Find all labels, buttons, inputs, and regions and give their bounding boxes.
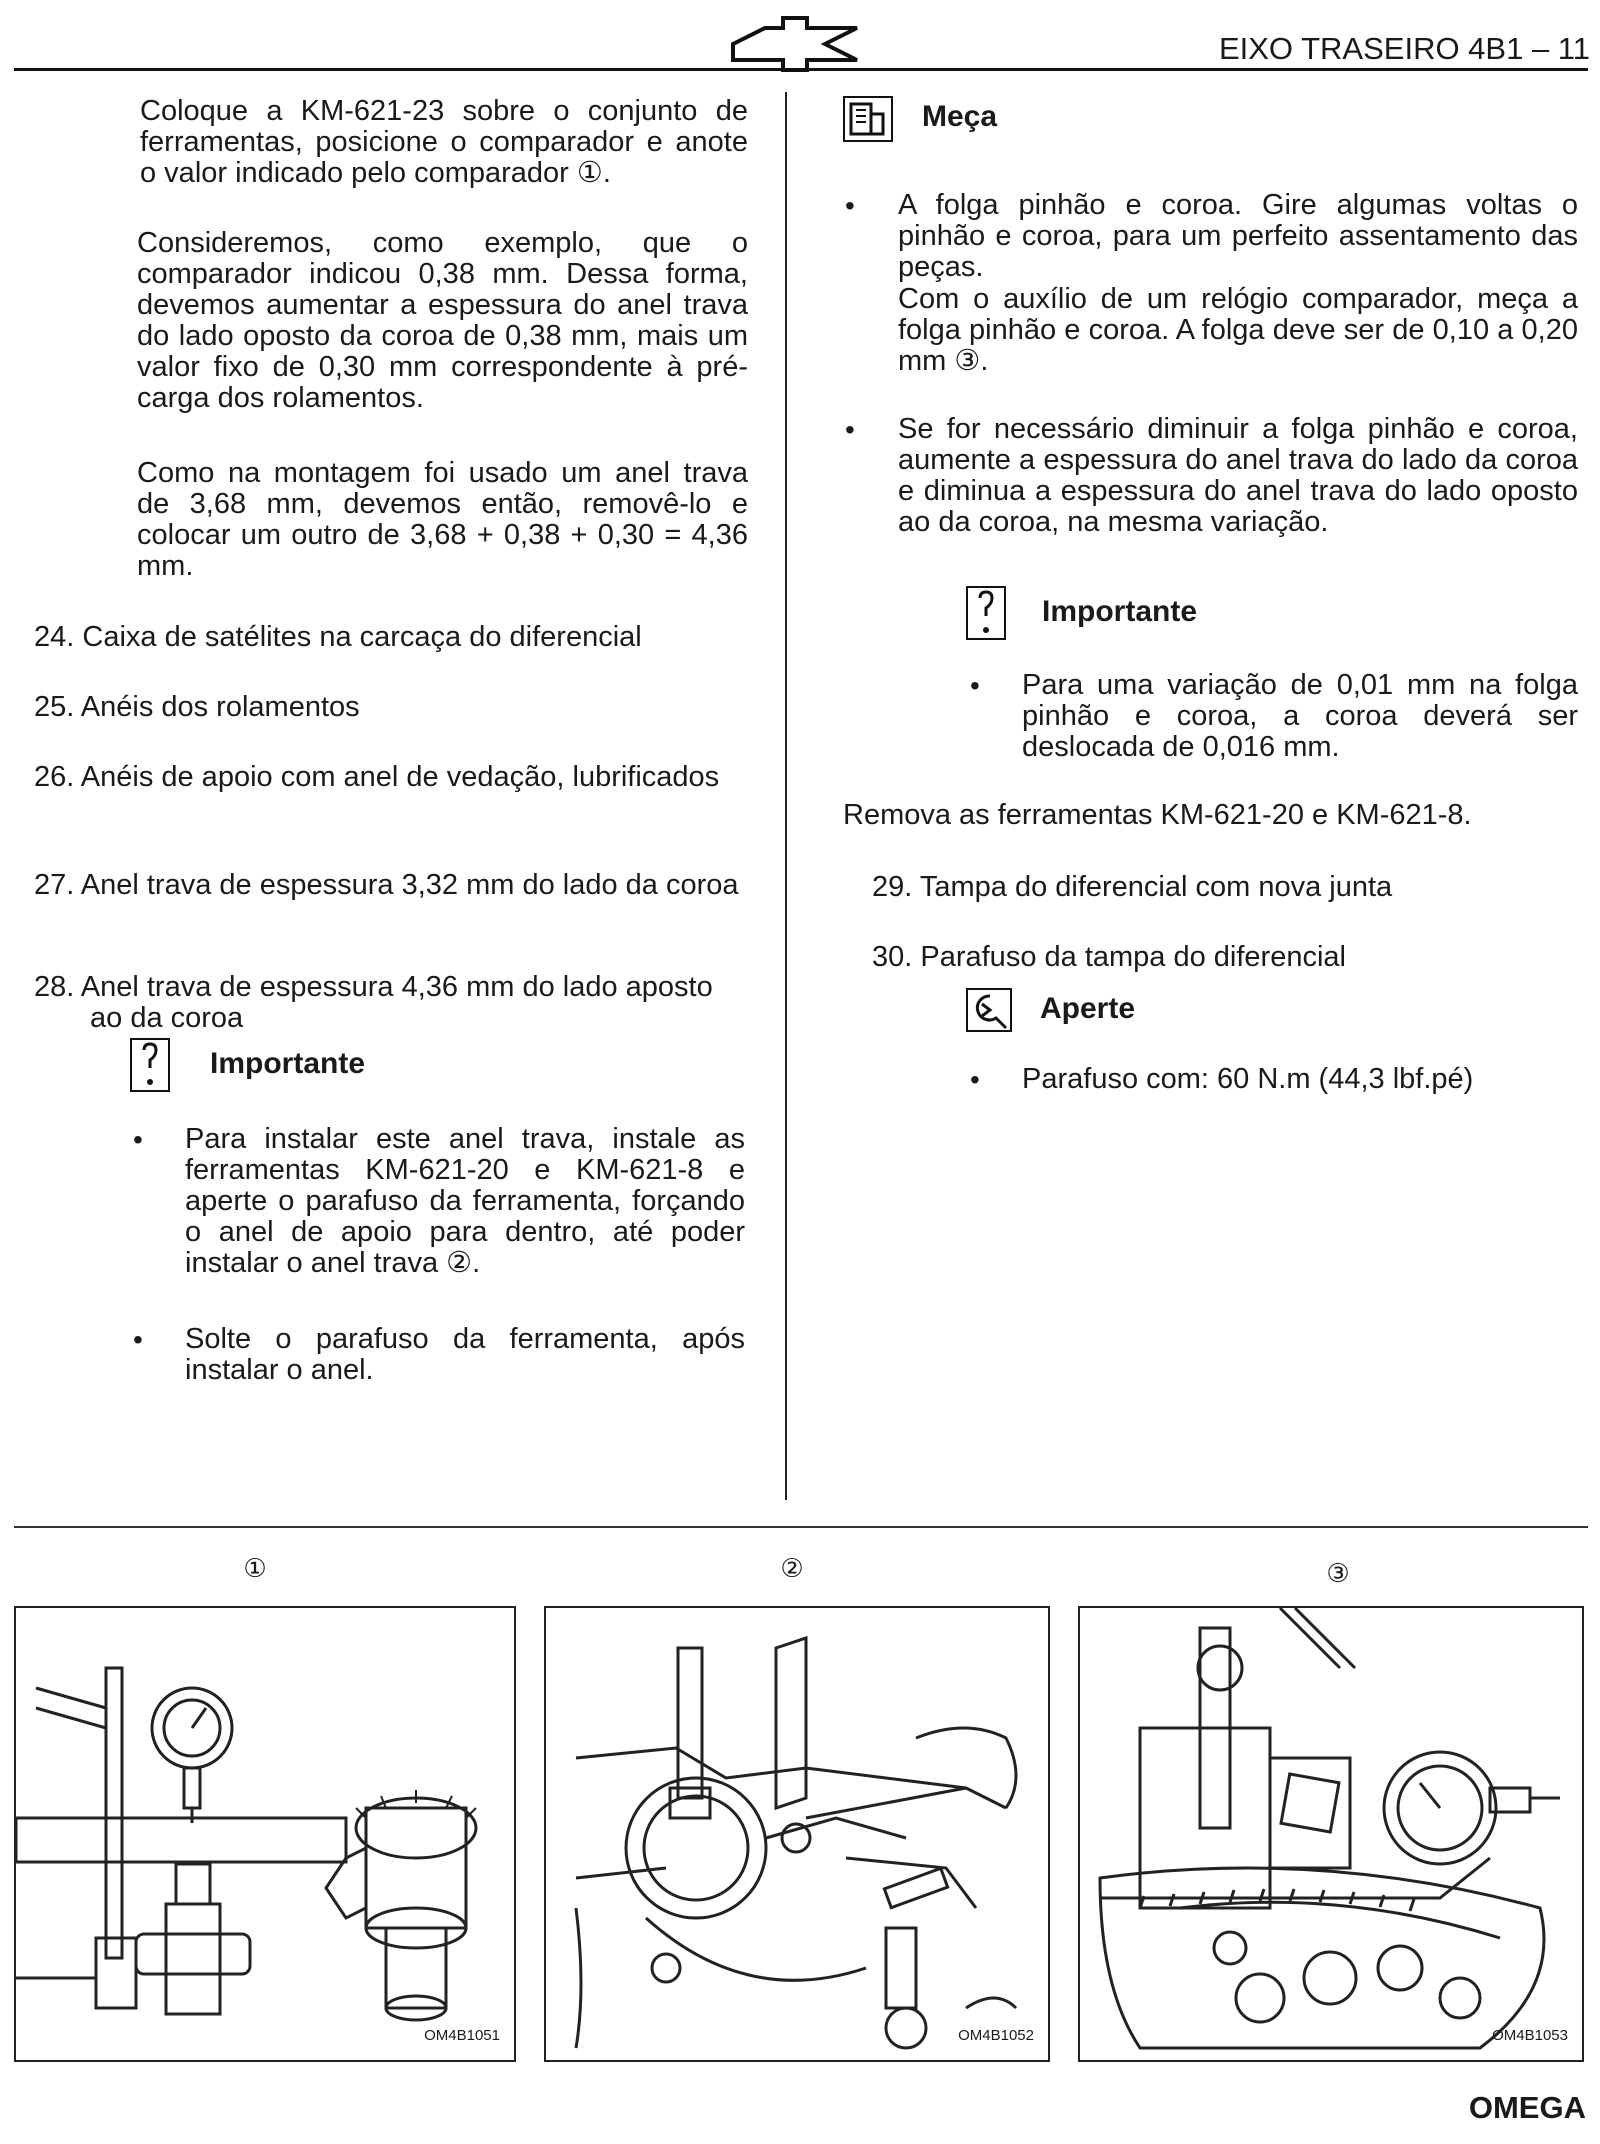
- header-rule: [14, 68, 1588, 71]
- important-bullet-right: Para uma variação de 0,01 mm na folga pinhão e coroa, a coroa deverá ser deslocada de 0,016 mm.: [1022, 669, 1578, 763]
- figure-2-code: OM4B1052: [958, 2027, 1034, 2044]
- footer-brand: OMEGA: [1468, 2090, 1586, 2125]
- list-item-24: 24. Caixa de satélites na carcaça do diferencial: [34, 621, 642, 653]
- figure-1-comparator-setup: [14, 1606, 516, 2062]
- chevrolet-bowtie-logo: [725, 14, 865, 74]
- figure-number-1: ①: [243, 1553, 267, 1583]
- figure-3-code: OM4B1053: [1492, 2027, 1568, 2044]
- intro-paragraph-3: Como na montagem foi usado um anel trava de 3,68 mm, devemos então, removê-lo e colocar um outro de 3,68 + 0,38 + 0,30 = 4,36 mm.: [137, 457, 748, 582]
- list-item-26: 26. Anéis de apoio com anel de vedação, lubrificados: [34, 761, 720, 793]
- remove-tools-text: Remova as ferramentas KM-621-20 e KM-621-8.: [843, 799, 1472, 831]
- important-heading-left: Importante: [210, 1047, 366, 1080]
- important-icon: [130, 1038, 170, 1092]
- important-icon: [966, 586, 1006, 640]
- tighten-heading: Aperte: [1040, 992, 1136, 1025]
- important-bullet-left-1: Para instalar este anel trava, instale as ferramentas KM-621-20 e KM-621-8 e aperte o parafuso da ferramenta, forçando o anel de apoio para dentro, até poder instalar o anel trava ②.: [185, 1123, 745, 1279]
- bullet-dot: •: [845, 414, 855, 445]
- figure-number-2: ②: [780, 1553, 804, 1583]
- column-divider: [785, 92, 787, 1500]
- figure-2-illustration: [546, 1608, 1048, 2060]
- intro-paragraph-1: Coloque a KM-621-23 sobre o conjunto de ferramentas, posicione o comparador e anote o valor indicado pelo comparador ①.: [140, 95, 748, 189]
- list-item-29: 29. Tampa do diferencial com nova junta: [872, 871, 1393, 903]
- figure-3-backlash-measure: [1078, 1606, 1584, 2062]
- tighten-wrench-icon: [966, 988, 1012, 1032]
- figure-3-illustration: [1080, 1608, 1582, 2060]
- bullet-dot: •: [970, 670, 980, 701]
- measure-icon: [843, 96, 893, 142]
- measure-bullet-1: A folga pinhão e coroa. Gire algumas voltas o pinhão e coroa, para um perfeito assentamento das peças.: [898, 189, 1578, 283]
- figures-rule: [14, 1526, 1588, 1528]
- figure-2-lock-ring-install: [544, 1606, 1050, 2062]
- tighten-bullet: Parafuso com: 60 N.m (44,3 lbf.pé): [1022, 1063, 1474, 1095]
- figure-1-code: OM4B1051: [424, 2027, 500, 2044]
- important-bullet-left-2: Solte o parafuso da ferramenta, após instalar o anel.: [185, 1323, 745, 1386]
- list-item-28: 28. Anel trava de espessura 4,36 mm do lado aposto ao da coroa: [34, 971, 713, 1034]
- bullet-dot: •: [970, 1064, 980, 1095]
- figure-1-illustration: [16, 1608, 514, 2060]
- list-item-27: 27. Anel trava de espessura 3,32 mm do lado da coroa: [34, 869, 739, 901]
- measure-bullet-1-continuation: Com o auxílio de um relógio comparador, meça a folga pinhão e coroa. A folga deve ser de 0,10 a 0,20 mm ③.: [898, 283, 1578, 377]
- bullet-dot: •: [845, 190, 855, 221]
- page-header-title: EIXO TRASEIRO 4B1 – 11: [1218, 31, 1590, 66]
- measure-heading: Meça: [922, 100, 998, 133]
- list-item-25: 25. Anéis dos rolamentos: [34, 691, 360, 723]
- list-item-30: 30. Parafuso da tampa do diferencial: [872, 941, 1346, 973]
- important-heading-right: Importante: [1042, 595, 1198, 628]
- intro-paragraph-2: Consideremos, como exemplo, que o comparador indicou 0,38 mm. Dessa forma, devemos aumentar a espessura do anel trava do lado oposto da coroa de 0,38 mm, mais um valor fixo de 0,30 mm correspondente à pré-carga dos rolamentos.: [137, 227, 748, 414]
- bullet-dot: •: [133, 1124, 143, 1155]
- figure-number-3: ③: [1326, 1558, 1350, 1588]
- measure-bullet-2: Se for necessário diminuir a folga pinhão e coroa, aumente a espessura do anel trava do lado da coroa e diminua a espessura do anel trava do lado oposto ao da coroa, na mesma variação.: [898, 413, 1578, 538]
- bullet-dot: •: [133, 1324, 143, 1355]
